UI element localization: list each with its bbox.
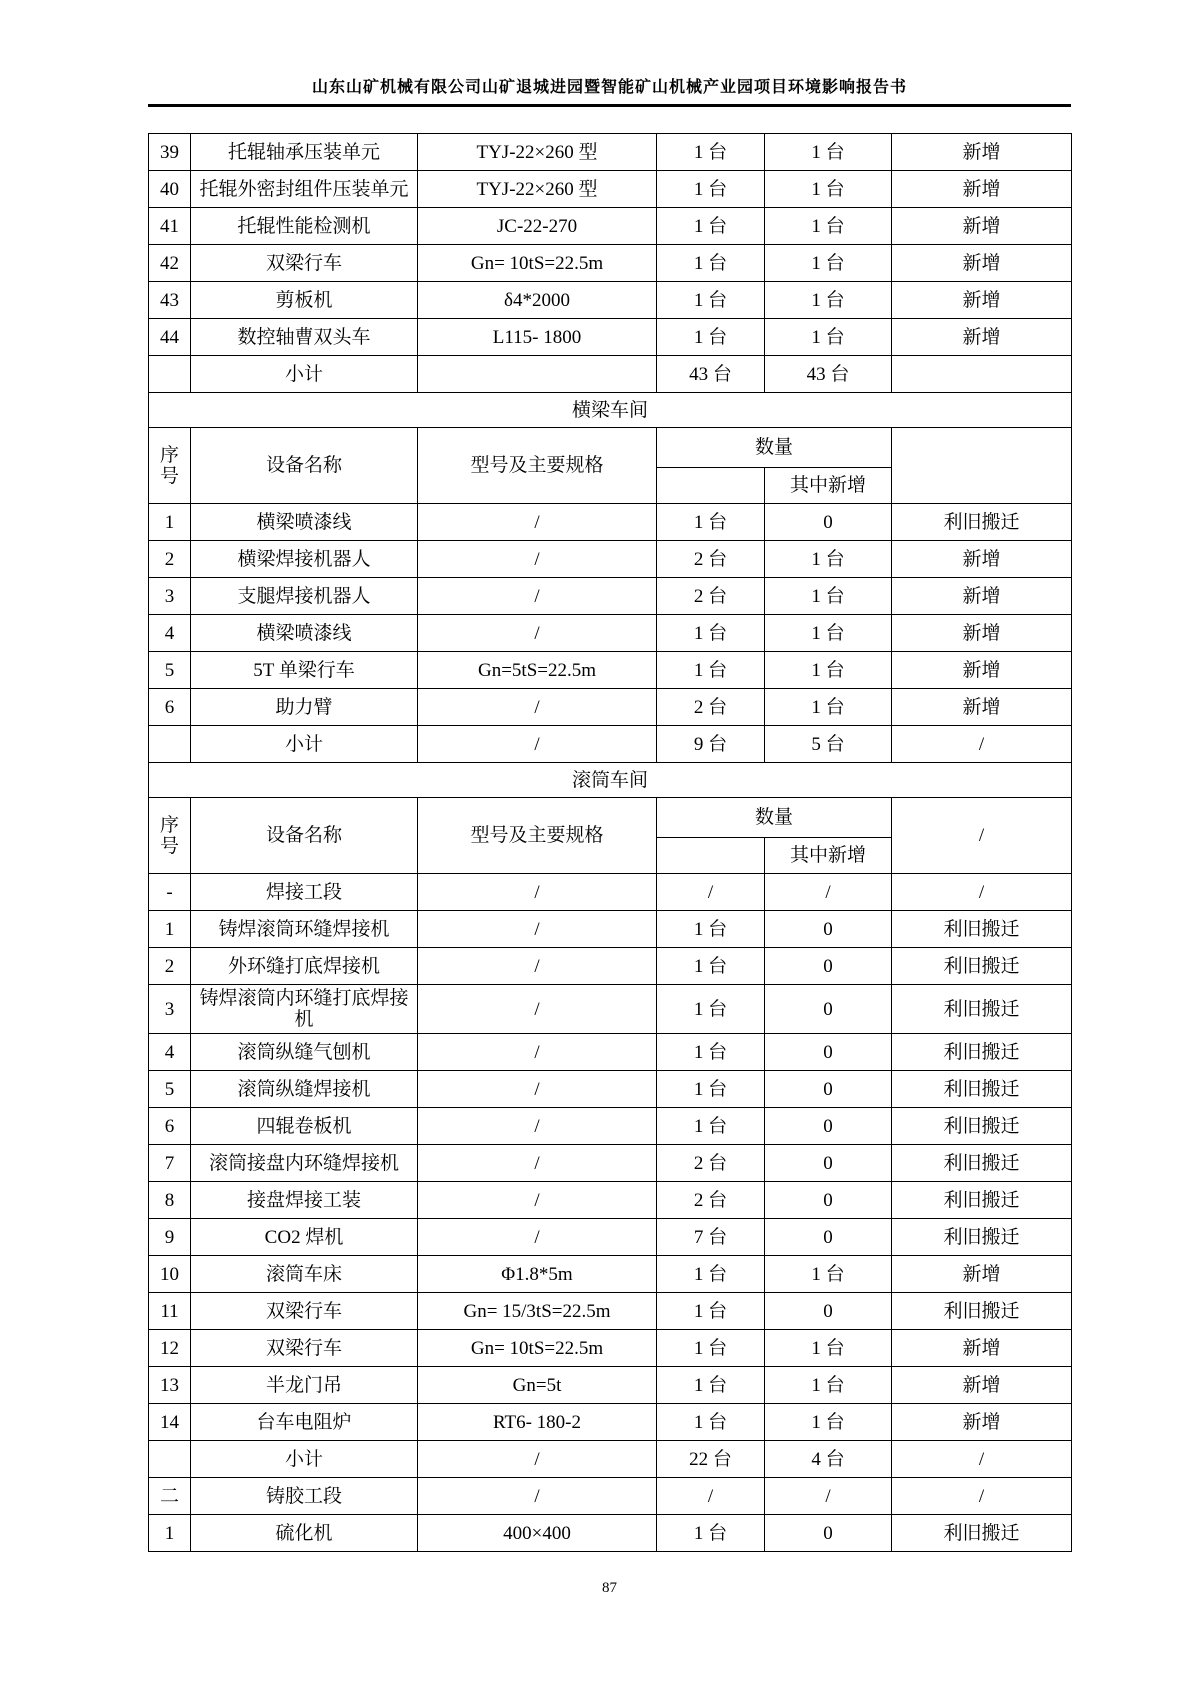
cell-qty_new: 43 台 <box>765 356 892 393</box>
cell-model: TYJ-22×260 型 <box>418 171 657 208</box>
cell-qty: 2 台 <box>657 541 765 578</box>
col-header-device: 设备名称 <box>191 428 418 504</box>
cell-qty_new: 0 <box>765 1071 892 1108</box>
roller-workshop-header <box>149 763 1072 874</box>
col-header-remark: / <box>892 798 1072 874</box>
cell-remark: 新增 <box>892 541 1072 578</box>
cell-remark: 利旧搬迁 <box>892 948 1072 985</box>
cell-name: 小计 <box>191 726 418 763</box>
cell-qty_new: 0 <box>765 504 892 541</box>
cell-no: 42 <box>149 245 191 282</box>
cell-remark: 新增 <box>892 282 1072 319</box>
cell-name: 滚筒接盘内环缝焊接机 <box>191 1145 418 1182</box>
cell-name: 托辊性能检测机 <box>191 208 418 245</box>
cell-name: 横梁焊接机器人 <box>191 541 418 578</box>
cell-no: 40 <box>149 171 191 208</box>
cell-name: 滚筒纵缝焊接机 <box>191 1071 418 1108</box>
cell-model: / <box>418 615 657 652</box>
cell-qty: 1 台 <box>657 1404 765 1441</box>
cell-remark: 新增 <box>892 245 1072 282</box>
col-header-qty: 数量 <box>657 428 892 468</box>
col-header-model: 型号及主要规格 <box>418 798 657 874</box>
equipment-row <box>149 245 1072 282</box>
equipment-table <box>148 133 1072 1552</box>
equipment-row <box>149 504 1072 541</box>
cell-qty: 2 台 <box>657 578 765 615</box>
roller-workshop-body <box>149 874 1072 1552</box>
cell-name: 接盘焊接工装 <box>191 1182 418 1219</box>
cell-model: / <box>418 1182 657 1219</box>
col-header-model: 型号及主要规格 <box>418 428 657 504</box>
equipment-row <box>149 1515 1072 1552</box>
equipment-row <box>149 874 1072 911</box>
cell-model: TYJ-22×260 型 <box>418 134 657 171</box>
cell-no <box>149 726 191 763</box>
cell-qty: 1 台 <box>657 171 765 208</box>
cell-qty: 1 台 <box>657 282 765 319</box>
cell-remark: 新增 <box>892 1330 1072 1367</box>
equipment-row <box>149 1478 1072 1515</box>
cell-name: 滚筒纵缝气刨机 <box>191 1034 418 1071</box>
cell-remark: / <box>892 874 1072 911</box>
col-header-seq: 序号 <box>149 428 191 504</box>
cell-model: RT6- 180-2 <box>418 1404 657 1441</box>
cell-model: Gn= 15/3tS=22.5m <box>418 1293 657 1330</box>
cell-no: 11 <box>149 1293 191 1330</box>
cell-no: 1 <box>149 504 191 541</box>
cell-qty: 1 台 <box>657 1108 765 1145</box>
cell-remark: 利旧搬迁 <box>892 911 1072 948</box>
cell-qty: 1 台 <box>657 911 765 948</box>
cell-qty_new: / <box>765 874 892 911</box>
cell-qty: 2 台 <box>657 689 765 726</box>
cell-remark: 新增 <box>892 1404 1072 1441</box>
cell-qty: 1 台 <box>657 1515 765 1552</box>
cell-model: / <box>418 504 657 541</box>
cell-qty_new: 1 台 <box>765 615 892 652</box>
cell-model: / <box>418 689 657 726</box>
cell-model: Gn=5t <box>418 1367 657 1404</box>
cell-no: 43 <box>149 282 191 319</box>
cell-remark: 新增 <box>892 578 1072 615</box>
cell-name: 剪板机 <box>191 282 418 319</box>
cell-model: / <box>418 911 657 948</box>
cell-qty_new: 0 <box>765 1293 892 1330</box>
cell-name: 双梁行车 <box>191 1293 418 1330</box>
cell-qty: 22 台 <box>657 1441 765 1478</box>
cell-qty_new: / <box>765 1478 892 1515</box>
cell-qty_new: 1 台 <box>765 689 892 726</box>
cell-name: 助力臂 <box>191 689 418 726</box>
cell-no: 4 <box>149 615 191 652</box>
cell-qty_new: 1 台 <box>765 541 892 578</box>
column-header-row <box>149 428 1072 468</box>
cell-qty: 2 台 <box>657 1145 765 1182</box>
cell-model: Gn= 10tS=22.5m <box>418 1330 657 1367</box>
cell-qty: 43 台 <box>657 356 765 393</box>
cell-name: 数控轴曹双头车 <box>191 319 418 356</box>
cell-qty: 1 台 <box>657 615 765 652</box>
cell-model: Gn= 10tS=22.5m <box>418 245 657 282</box>
cell-name: 半龙门吊 <box>191 1367 418 1404</box>
cell-model: / <box>418 1441 657 1478</box>
cell-remark: 利旧搬迁 <box>892 1182 1072 1219</box>
header-rule <box>148 104 1071 107</box>
cell-remark: 利旧搬迁 <box>892 1145 1072 1182</box>
cell-qty_new: 1 台 <box>765 208 892 245</box>
col-subheader-qty-new: 其中新增 <box>765 838 892 874</box>
cell-no <box>149 1441 191 1478</box>
cell-remark: 新增 <box>892 319 1072 356</box>
cell-qty: 7 台 <box>657 1219 765 1256</box>
section-title-roller-workshop: 滚筒车间 <box>149 763 1072 798</box>
cell-no: 5 <box>149 652 191 689</box>
cell-qty_new: 0 <box>765 1034 892 1071</box>
cell-qty: 1 台 <box>657 1367 765 1404</box>
cell-name: 双梁行车 <box>191 1330 418 1367</box>
cell-qty: 1 台 <box>657 1071 765 1108</box>
cell-no <box>149 356 191 393</box>
equipment-row <box>149 615 1072 652</box>
cell-qty: / <box>657 1478 765 1515</box>
cell-remark: 利旧搬迁 <box>892 1293 1072 1330</box>
cell-no: 1 <box>149 1515 191 1552</box>
cell-qty: 9 台 <box>657 726 765 763</box>
cell-model: L115- 1800 <box>418 319 657 356</box>
cell-remark: 利旧搬迁 <box>892 1034 1072 1071</box>
col-header-qty: 数量 <box>657 798 892 838</box>
cell-no: 44 <box>149 319 191 356</box>
cell-no: 5 <box>149 1071 191 1108</box>
cell-no: 41 <box>149 208 191 245</box>
equipment-row <box>149 1404 1072 1441</box>
cell-qty: 1 台 <box>657 1034 765 1071</box>
cell-name: 横梁喷漆线 <box>191 615 418 652</box>
col-header-device: 设备名称 <box>191 798 418 874</box>
cell-remark: 新增 <box>892 652 1072 689</box>
cell-name: 铸焊滚筒内环缝打底焊接机 <box>191 985 418 1034</box>
cell-name: 硫化机 <box>191 1515 418 1552</box>
cell-model: / <box>418 1034 657 1071</box>
equipment-row <box>149 1219 1072 1256</box>
cell-qty: 1 台 <box>657 504 765 541</box>
cell-name: 焊接工段 <box>191 874 418 911</box>
cell-no: 2 <box>149 541 191 578</box>
cell-model: / <box>418 578 657 615</box>
cell-qty_new: 5 台 <box>765 726 892 763</box>
equipment-row <box>149 911 1072 948</box>
cell-name: 台车电阻炉 <box>191 1404 418 1441</box>
cell-qty_new: 1 台 <box>765 1367 892 1404</box>
cell-qty: 1 台 <box>657 245 765 282</box>
cell-no: 6 <box>149 689 191 726</box>
page-number: 87 <box>602 1580 617 1596</box>
col-subheader-qty-blank <box>657 468 765 504</box>
cell-name: 托辊外密封组件压装单元 <box>191 171 418 208</box>
cell-qty_new: 0 <box>765 1515 892 1552</box>
cell-name: 四辊卷板机 <box>191 1108 418 1145</box>
equipment-row <box>149 319 1072 356</box>
section-title-row <box>149 393 1072 428</box>
cell-remark: 新增 <box>892 1256 1072 1293</box>
equipment-row <box>149 652 1072 689</box>
cell-no: 39 <box>149 134 191 171</box>
section-title-beam-workshop: 横梁车间 <box>149 393 1072 428</box>
cell-qty_new: 0 <box>765 1145 892 1182</box>
cell-qty_new: 0 <box>765 1108 892 1145</box>
cell-model <box>418 356 657 393</box>
section-continuation-body <box>149 134 1072 393</box>
cell-name: 外环缝打底焊接机 <box>191 948 418 985</box>
cell-remark: 利旧搬迁 <box>892 1219 1072 1256</box>
equipment-row <box>149 948 1072 985</box>
cell-remark: / <box>892 1478 1072 1515</box>
cell-model: / <box>418 1108 657 1145</box>
cell-qty: 1 台 <box>657 1293 765 1330</box>
cell-name: 支腿焊接机器人 <box>191 578 418 615</box>
equipment-row <box>149 1367 1072 1404</box>
cell-no: 14 <box>149 1404 191 1441</box>
equipment-row <box>149 578 1072 615</box>
cell-model: / <box>418 1071 657 1108</box>
cell-name: 托辊轴承压装单元 <box>191 134 418 171</box>
cell-qty_new: 1 台 <box>765 1256 892 1293</box>
cell-remark <box>892 356 1072 393</box>
column-header-row <box>149 798 1072 838</box>
cell-name: 小计 <box>191 356 418 393</box>
cell-qty: 1 台 <box>657 1330 765 1367</box>
cell-no: 二 <box>149 1478 191 1515</box>
document-header-title: 山东山矿机械有限公司山矿退城进园暨智能矿山机械产业园项目环境影响报告书 <box>311 79 907 96</box>
col-header-seq: 序号 <box>149 798 191 874</box>
cell-model: 400×400 <box>418 1515 657 1552</box>
section-title-row <box>149 763 1072 798</box>
col-subheader-qty-blank <box>657 838 765 874</box>
cell-remark: 新增 <box>892 208 1072 245</box>
cell-remark: / <box>892 1441 1072 1478</box>
cell-model: / <box>418 541 657 578</box>
cell-no: 10 <box>149 1256 191 1293</box>
cell-remark: 利旧搬迁 <box>892 985 1072 1034</box>
cell-name: 铸胶工段 <box>191 1478 418 1515</box>
cell-model: / <box>418 985 657 1034</box>
cell-no: 1 <box>149 911 191 948</box>
cell-qty: 1 台 <box>657 652 765 689</box>
cell-name: 滚筒车床 <box>191 1256 418 1293</box>
cell-name: CO2 焊机 <box>191 1219 418 1256</box>
equipment-row <box>149 356 1072 393</box>
cell-remark: 新增 <box>892 689 1072 726</box>
cell-qty_new: 0 <box>765 948 892 985</box>
cell-qty_new: 1 台 <box>765 1404 892 1441</box>
cell-remark: 新增 <box>892 171 1072 208</box>
cell-no: 8 <box>149 1182 191 1219</box>
cell-qty: 1 台 <box>657 1256 765 1293</box>
cell-qty_new: 0 <box>765 1219 892 1256</box>
cell-qty_new: 0 <box>765 911 892 948</box>
cell-remark: 新增 <box>892 1367 1072 1404</box>
equipment-row <box>149 1071 1072 1108</box>
cell-no: 6 <box>149 1108 191 1145</box>
cell-no: 7 <box>149 1145 191 1182</box>
cell-no: 12 <box>149 1330 191 1367</box>
equipment-row <box>149 1182 1072 1219</box>
cell-model: / <box>418 1478 657 1515</box>
cell-qty_new: 1 台 <box>765 319 892 356</box>
cell-remark: 利旧搬迁 <box>892 1515 1072 1552</box>
cell-model: Gn=5tS=22.5m <box>418 652 657 689</box>
equipment-row <box>149 1034 1072 1071</box>
cell-qty_new: 1 台 <box>765 171 892 208</box>
cell-model: / <box>418 948 657 985</box>
cell-model: δ4*2000 <box>418 282 657 319</box>
equipment-row <box>149 1441 1072 1478</box>
col-header-remark <box>892 428 1072 504</box>
cell-qty: / <box>657 874 765 911</box>
equipment-row <box>149 282 1072 319</box>
cell-name: 5T 单梁行车 <box>191 652 418 689</box>
equipment-row <box>149 134 1072 171</box>
cell-qty: 2 台 <box>657 1182 765 1219</box>
equipment-row <box>149 1256 1072 1293</box>
equipment-row <box>149 985 1072 1034</box>
cell-name: 横梁喷漆线 <box>191 504 418 541</box>
equipment-row <box>149 171 1072 208</box>
cell-qty: 1 台 <box>657 134 765 171</box>
cell-qty_new: 1 台 <box>765 1330 892 1367</box>
cell-remark: 新增 <box>892 134 1072 171</box>
cell-qty: 1 台 <box>657 948 765 985</box>
cell-no: 2 <box>149 948 191 985</box>
cell-qty_new: 1 台 <box>765 134 892 171</box>
equipment-row <box>149 726 1072 763</box>
cell-model: JC-22-270 <box>418 208 657 245</box>
cell-name: 小计 <box>191 1441 418 1478</box>
col-subheader-qty-new: 其中新增 <box>765 468 892 504</box>
cell-qty: 1 台 <box>657 319 765 356</box>
cell-qty_new: 0 <box>765 985 892 1034</box>
equipment-row <box>149 689 1072 726</box>
cell-name: 铸焊滚筒环缝焊接机 <box>191 911 418 948</box>
cell-model: / <box>418 1145 657 1182</box>
equipment-row <box>149 1108 1072 1145</box>
cell-no: 3 <box>149 578 191 615</box>
cell-remark: 利旧搬迁 <box>892 1071 1072 1108</box>
equipment-row <box>149 1330 1072 1367</box>
cell-model: / <box>418 726 657 763</box>
cell-qty_new: 1 台 <box>765 578 892 615</box>
cell-qty_new: 1 台 <box>765 245 892 282</box>
cell-name: 双梁行车 <box>191 245 418 282</box>
cell-qty: 1 台 <box>657 985 765 1034</box>
equipment-row <box>149 208 1072 245</box>
equipment-row <box>149 1145 1072 1182</box>
cell-model: / <box>418 1219 657 1256</box>
cell-no: 13 <box>149 1367 191 1404</box>
cell-qty_new: 0 <box>765 1182 892 1219</box>
beam-workshop-body <box>149 504 1072 763</box>
cell-remark: 利旧搬迁 <box>892 1108 1072 1145</box>
cell-no: 3 <box>149 985 191 1034</box>
cell-remark: / <box>892 726 1072 763</box>
cell-qty: 1 台 <box>657 208 765 245</box>
cell-model: / <box>418 874 657 911</box>
beam-workshop-header <box>149 393 1072 504</box>
equipment-row <box>149 1293 1072 1330</box>
cell-qty_new: 1 台 <box>765 652 892 689</box>
cell-qty_new: 4 台 <box>765 1441 892 1478</box>
cell-remark: 利旧搬迁 <box>892 504 1072 541</box>
cell-model: Φ1.8*5m <box>418 1256 657 1293</box>
equipment-row <box>149 541 1072 578</box>
cell-no: 4 <box>149 1034 191 1071</box>
cell-qty_new: 1 台 <box>765 282 892 319</box>
cell-no: 9 <box>149 1219 191 1256</box>
cell-no: - <box>149 874 191 911</box>
cell-remark: 新增 <box>892 615 1072 652</box>
